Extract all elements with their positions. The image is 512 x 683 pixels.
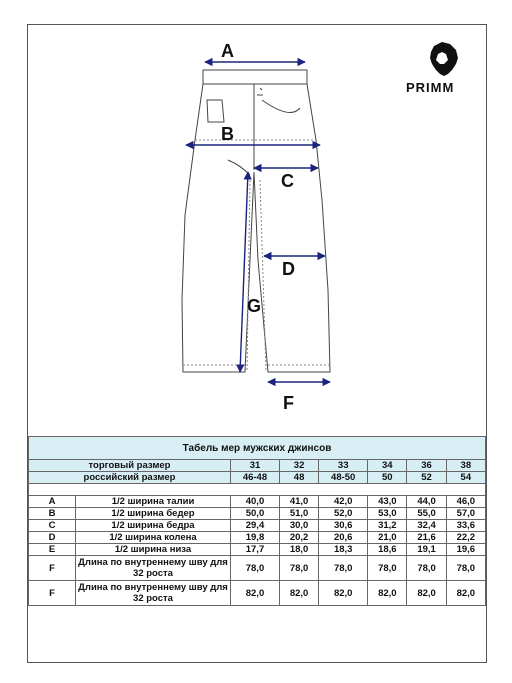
row-label: Длина по внутреннему шву для 32 роста (76, 556, 231, 581)
table-row (29, 581, 486, 606)
table-row (29, 532, 486, 544)
table-title-row (29, 437, 486, 460)
row-value: 41,0 (279, 496, 318, 508)
row-value: 53,0 (368, 508, 407, 520)
label-c: C (281, 171, 294, 191)
trade-size-label: торговый размер (29, 460, 231, 472)
row-value: 43,0 (368, 496, 407, 508)
row-label: 1/2 ширина колена (76, 532, 231, 544)
brand-logo-text: PRIMM (406, 80, 455, 95)
row-label: 1/2 ширина бедер (76, 508, 231, 520)
trade-size-cell: 32 (279, 460, 318, 472)
row-value: 18,0 (279, 544, 318, 556)
row-value: 19,6 (446, 544, 485, 556)
row-value: 50,0 (231, 508, 280, 520)
ru-size-cell: 48-50 (319, 472, 368, 484)
row-key: A (29, 496, 76, 508)
blank-cell (29, 484, 486, 496)
size-table (28, 436, 486, 606)
row-label: 1/2 ширина низа (76, 544, 231, 556)
row-key: F (29, 581, 76, 606)
row-value: 78,0 (279, 556, 318, 581)
row-label: Длина по внутреннему шву для 32 роста (76, 581, 231, 606)
row-value: 78,0 (319, 556, 368, 581)
row-value: 19,8 (231, 532, 280, 544)
row-value: 82,0 (368, 581, 407, 606)
trade-size-cell: 33 (319, 460, 368, 472)
row-value: 33,6 (446, 520, 485, 532)
trade-size-cell: 36 (407, 460, 446, 472)
row-key: B (29, 508, 76, 520)
row-value: 22,2 (446, 532, 485, 544)
row-value: 44,0 (407, 496, 446, 508)
row-value: 82,0 (446, 581, 485, 606)
row-value: 17,7 (231, 544, 280, 556)
row-value: 30,6 (319, 520, 368, 532)
row-value: 29,4 (231, 520, 280, 532)
row-value: 18,6 (368, 544, 407, 556)
row-value: 78,0 (446, 556, 485, 581)
row-value: 31,2 (368, 520, 407, 532)
row-value: 78,0 (231, 556, 280, 581)
row-value: 20,2 (279, 532, 318, 544)
table-row (29, 544, 486, 556)
row-value: 32,4 (407, 520, 446, 532)
row-value: 21,6 (407, 532, 446, 544)
trade-size-row (29, 460, 486, 472)
trade-size-cell: 38 (446, 460, 485, 472)
label-d: D (282, 259, 295, 279)
jeans-outline (182, 70, 330, 372)
row-value: 20,6 (319, 532, 368, 544)
ru-size-cell: 46-48 (231, 472, 280, 484)
ru-size-label: российский размер (29, 472, 231, 484)
ru-size-cell: 52 (407, 472, 446, 484)
row-key: F (29, 556, 76, 581)
trade-size-cell: 31 (231, 460, 280, 472)
row-value: 51,0 (279, 508, 318, 520)
row-value: 78,0 (407, 556, 446, 581)
table-row (29, 508, 486, 520)
row-value: 30,0 (279, 520, 318, 532)
table-row (29, 496, 486, 508)
trade-size-cell: 34 (368, 460, 407, 472)
row-value: 19,1 (407, 544, 446, 556)
row-key: D (29, 532, 76, 544)
row-value: 82,0 (407, 581, 446, 606)
ru-size-cell: 54 (446, 472, 485, 484)
row-value: 40,0 (231, 496, 280, 508)
row-value: 82,0 (319, 581, 368, 606)
label-b: B (221, 124, 234, 144)
row-key: E (29, 544, 76, 556)
row-value: 46,0 (446, 496, 485, 508)
ru-size-cell: 50 (368, 472, 407, 484)
label-g: G (247, 296, 262, 316)
row-value: 52,0 (319, 508, 368, 520)
row-value: 21,0 (368, 532, 407, 544)
table-title: Табель мер мужских джинсов (29, 437, 486, 460)
label-a: A (221, 41, 234, 61)
row-key: C (29, 520, 76, 532)
row-label: 1/2 ширина талии (76, 496, 231, 508)
blank-row (29, 484, 486, 496)
row-label: 1/2 ширина бедра (76, 520, 231, 532)
table-row (29, 520, 486, 532)
row-value: 82,0 (231, 581, 280, 606)
row-value: 78,0 (368, 556, 407, 581)
ru-size-row (29, 472, 486, 484)
label-f: F (283, 393, 294, 413)
row-value: 18,3 (319, 544, 368, 556)
table-row (29, 556, 486, 581)
row-value: 42,0 (319, 496, 368, 508)
row-value: 55,0 (407, 508, 446, 520)
row-value: 82,0 (279, 581, 318, 606)
ru-size-cell: 48 (279, 472, 318, 484)
row-value: 57,0 (446, 508, 485, 520)
